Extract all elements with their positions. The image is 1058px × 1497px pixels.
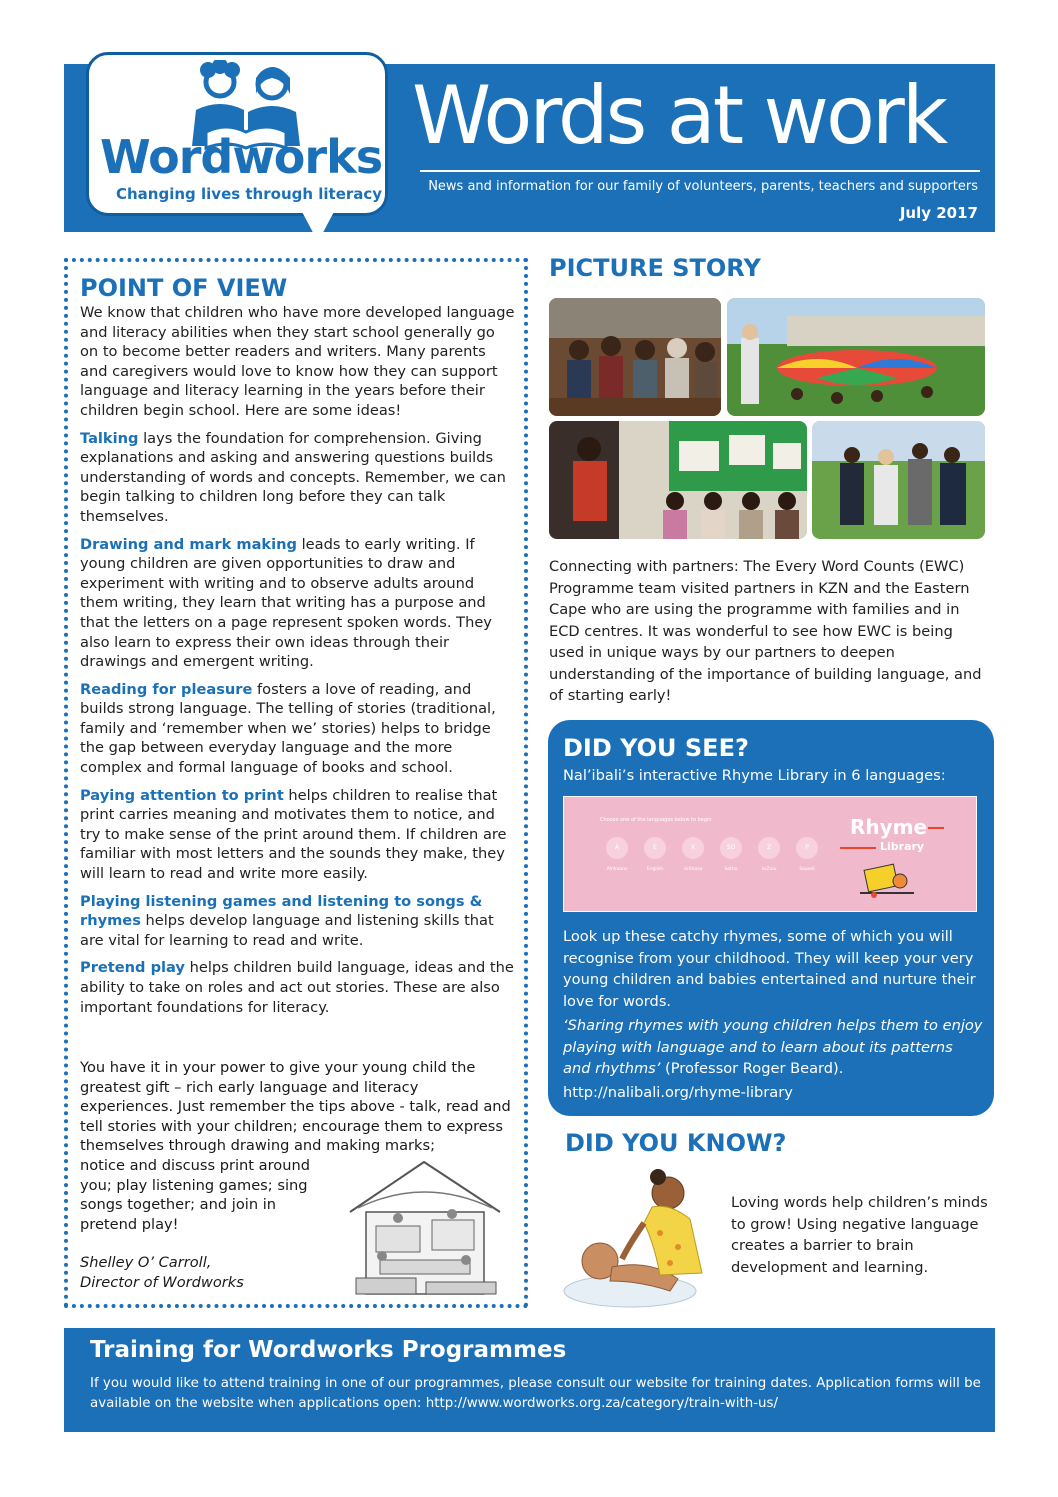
language-button[interactable]: A: [606, 837, 628, 859]
pov-signature: [80, 1253, 244, 1293]
tip-text: helps develop language and listening skills that are vital for learning to read and write.: [80, 912, 494, 949]
training-heading: Training for Wordworks Programmes: [90, 1337, 567, 1363]
rhyme-logo-sub: Library: [880, 840, 925, 853]
rhyme-library-banner[interactable]: [563, 796, 977, 912]
language-button[interactable]: E: [644, 837, 666, 859]
tip-keyword: Playing listening games and listening to songs & rhymes: [80, 892, 483, 930]
pov-tip: [80, 680, 516, 778]
language-button[interactable]: SO: [720, 837, 742, 859]
newsletter-subtitle: News and information for our family of volunteers, parents, teachers and supporters: [428, 179, 978, 194]
issue-date: July 2017: [899, 204, 978, 222]
tip-text: fosters a love of reading, and builds strong language. The telling of stories (traditional, family and ‘remember when we’ stories) helps to bridge the gap between everyday language and the more complex and formal language of books and school.: [80, 680, 496, 777]
tip-keyword: Paying attention to print: [80, 786, 284, 804]
mother-and-baby-illustration: [560, 1163, 720, 1313]
training-body: If you would like to attend training in one of our programmes, please consult our website for training dates. Application forms will be available on the website when applications open: http://www.wordworks.org.za/category/train-with-us/: [90, 1376, 981, 1411]
language-button[interactable]: P: [796, 837, 818, 859]
pov-tip: [80, 786, 516, 884]
language-label: English: [646, 867, 664, 872]
tip-text: helps children build language, ideas and the ability to take on roles and act out stories. These are also important foundations for literacy.: [80, 959, 514, 1016]
rhyme-language-prompt: Choose one of the languages below to begin: [600, 817, 712, 823]
did-you-know-body: Loving words help children’s minds to grow! Using negative language creates a barrier to brain development and learning.: [731, 1194, 988, 1276]
photo-classroom-group: [549, 421, 807, 539]
pov-tip: [80, 892, 516, 951]
tip-keyword: Drawing and mark making: [80, 535, 297, 553]
logo-bubble-tail: [300, 208, 336, 242]
quote-text: ‘Sharing rhymes with young children helps them to enjoy playing with language and to learn about its patterns and rhythms’: [563, 1017, 983, 1077]
quote-attribution: (Professor Roger Beard).: [660, 1060, 844, 1077]
pov-closing-continued: notice and discuss print around you; play listening games; sing songs together; and join in pretend play!: [80, 1157, 310, 1233]
pov-tip: [80, 958, 516, 1017]
logo-tagline: Changing lives through literacy: [116, 185, 383, 203]
language-label: Afrikaans: [606, 867, 628, 872]
logo-wordmark: Wordworks: [100, 130, 383, 184]
tip-text: leads to early writing. If young children are given opportunities to draw and experiment with writing and to observe adults around them writing, they learn that writing has a purpose and that the letters on a page represent spoken words. They also learn to express their own ideas through their drawings and emergent writing.: [80, 535, 492, 671]
newsletter-title: Words at work: [412, 69, 946, 162]
point-of-view-heading: POINT OF VIEW: [80, 274, 288, 302]
signature-role: Director of Wordworks: [80, 1274, 244, 1291]
pov-tip: [80, 535, 516, 672]
point-of-view-body: [80, 303, 516, 1025]
photo-group-indoors: [549, 298, 721, 416]
did-you-see-heading: DID YOU SEE?: [563, 734, 749, 762]
rhyme-logo-word: Rhyme: [850, 815, 928, 839]
language-button[interactable]: Z: [758, 837, 780, 859]
rhyme-logo-dash: [928, 827, 944, 829]
language-label: Sotho: [724, 867, 738, 872]
photo-team-outdoors: [812, 421, 985, 539]
signature-name: Shelley O’ Carroll,: [80, 1254, 212, 1271]
did-you-see-quote: [563, 1015, 983, 1080]
picture-story-caption: Connecting with partners: The Every Word Counts (EWC) Programme team visited partners in KZN and the Eastern Cape who are using the programme with families and in ECD centres. It was wonderful to see how EWC is being used in unique ways by our partners to deepen understanding of the importance of building language, and of starting early!: [549, 558, 982, 704]
tip-text: lays the foundation for comprehension. Giving explanations and asking and answering questions builds understanding of words and concepts. Remember, we can begin talking to children long before they can talk themselves.: [80, 429, 506, 525]
pov-intro: We know that children who have more developed language and literacy abilities when they start school generally go on to become better readers and writers. Many parents and caregivers would love to know how they can support language and literacy learning in the years before their children begin school. Here are some ideas!: [80, 304, 515, 419]
tip-keyword: Reading for pleasure: [80, 680, 253, 698]
book-character-icon: [856, 859, 918, 899]
photo-parachute-game: [727, 298, 985, 416]
did-you-know-heading: DID YOU KNOW?: [565, 1129, 787, 1157]
did-you-see-body: Look up these catchy rhymes, some of which you will recognise from your childhood. They will keep your very young children and babies entertained and nurture their love for words.: [563, 928, 976, 1010]
pov-closing-paragraph: You have it in your power to give your young child the greatest gift – rich early language and literacy experiences. Just remember the tips above - talk, read and tell stories with your children; encourage them to express themselves through drawing and making marks;: [80, 1059, 511, 1155]
rhyme-logo-dash: [840, 847, 876, 849]
picture-story-heading: PICTURE STORY: [549, 254, 761, 282]
did-you-see-subheading: Nal’ibali’s interactive Rhyme Library in 6 languages:: [563, 767, 946, 784]
language-label: isiXhosa: [683, 867, 703, 872]
house-of-books-illustration: [336, 1156, 514, 1304]
language-button[interactable]: X: [682, 837, 704, 859]
rhyme-library-link[interactable]: http://nalibali.org/rhyme-library: [563, 1084, 793, 1101]
tip-text: helps children to realise that print carries meaning and motivates them to notice, and try to make sense of the print around them. If children are familiar with most letters and the sounds they make, they will learn to read and write more easily.: [80, 786, 507, 883]
masthead-divider: [420, 170, 980, 172]
language-label: isiZulu: [761, 867, 777, 872]
pov-tip: [80, 429, 516, 527]
language-label: Sepedi: [799, 867, 815, 872]
tip-keyword: Pretend play: [80, 959, 185, 977]
tip-keyword: Talking: [80, 429, 139, 447]
